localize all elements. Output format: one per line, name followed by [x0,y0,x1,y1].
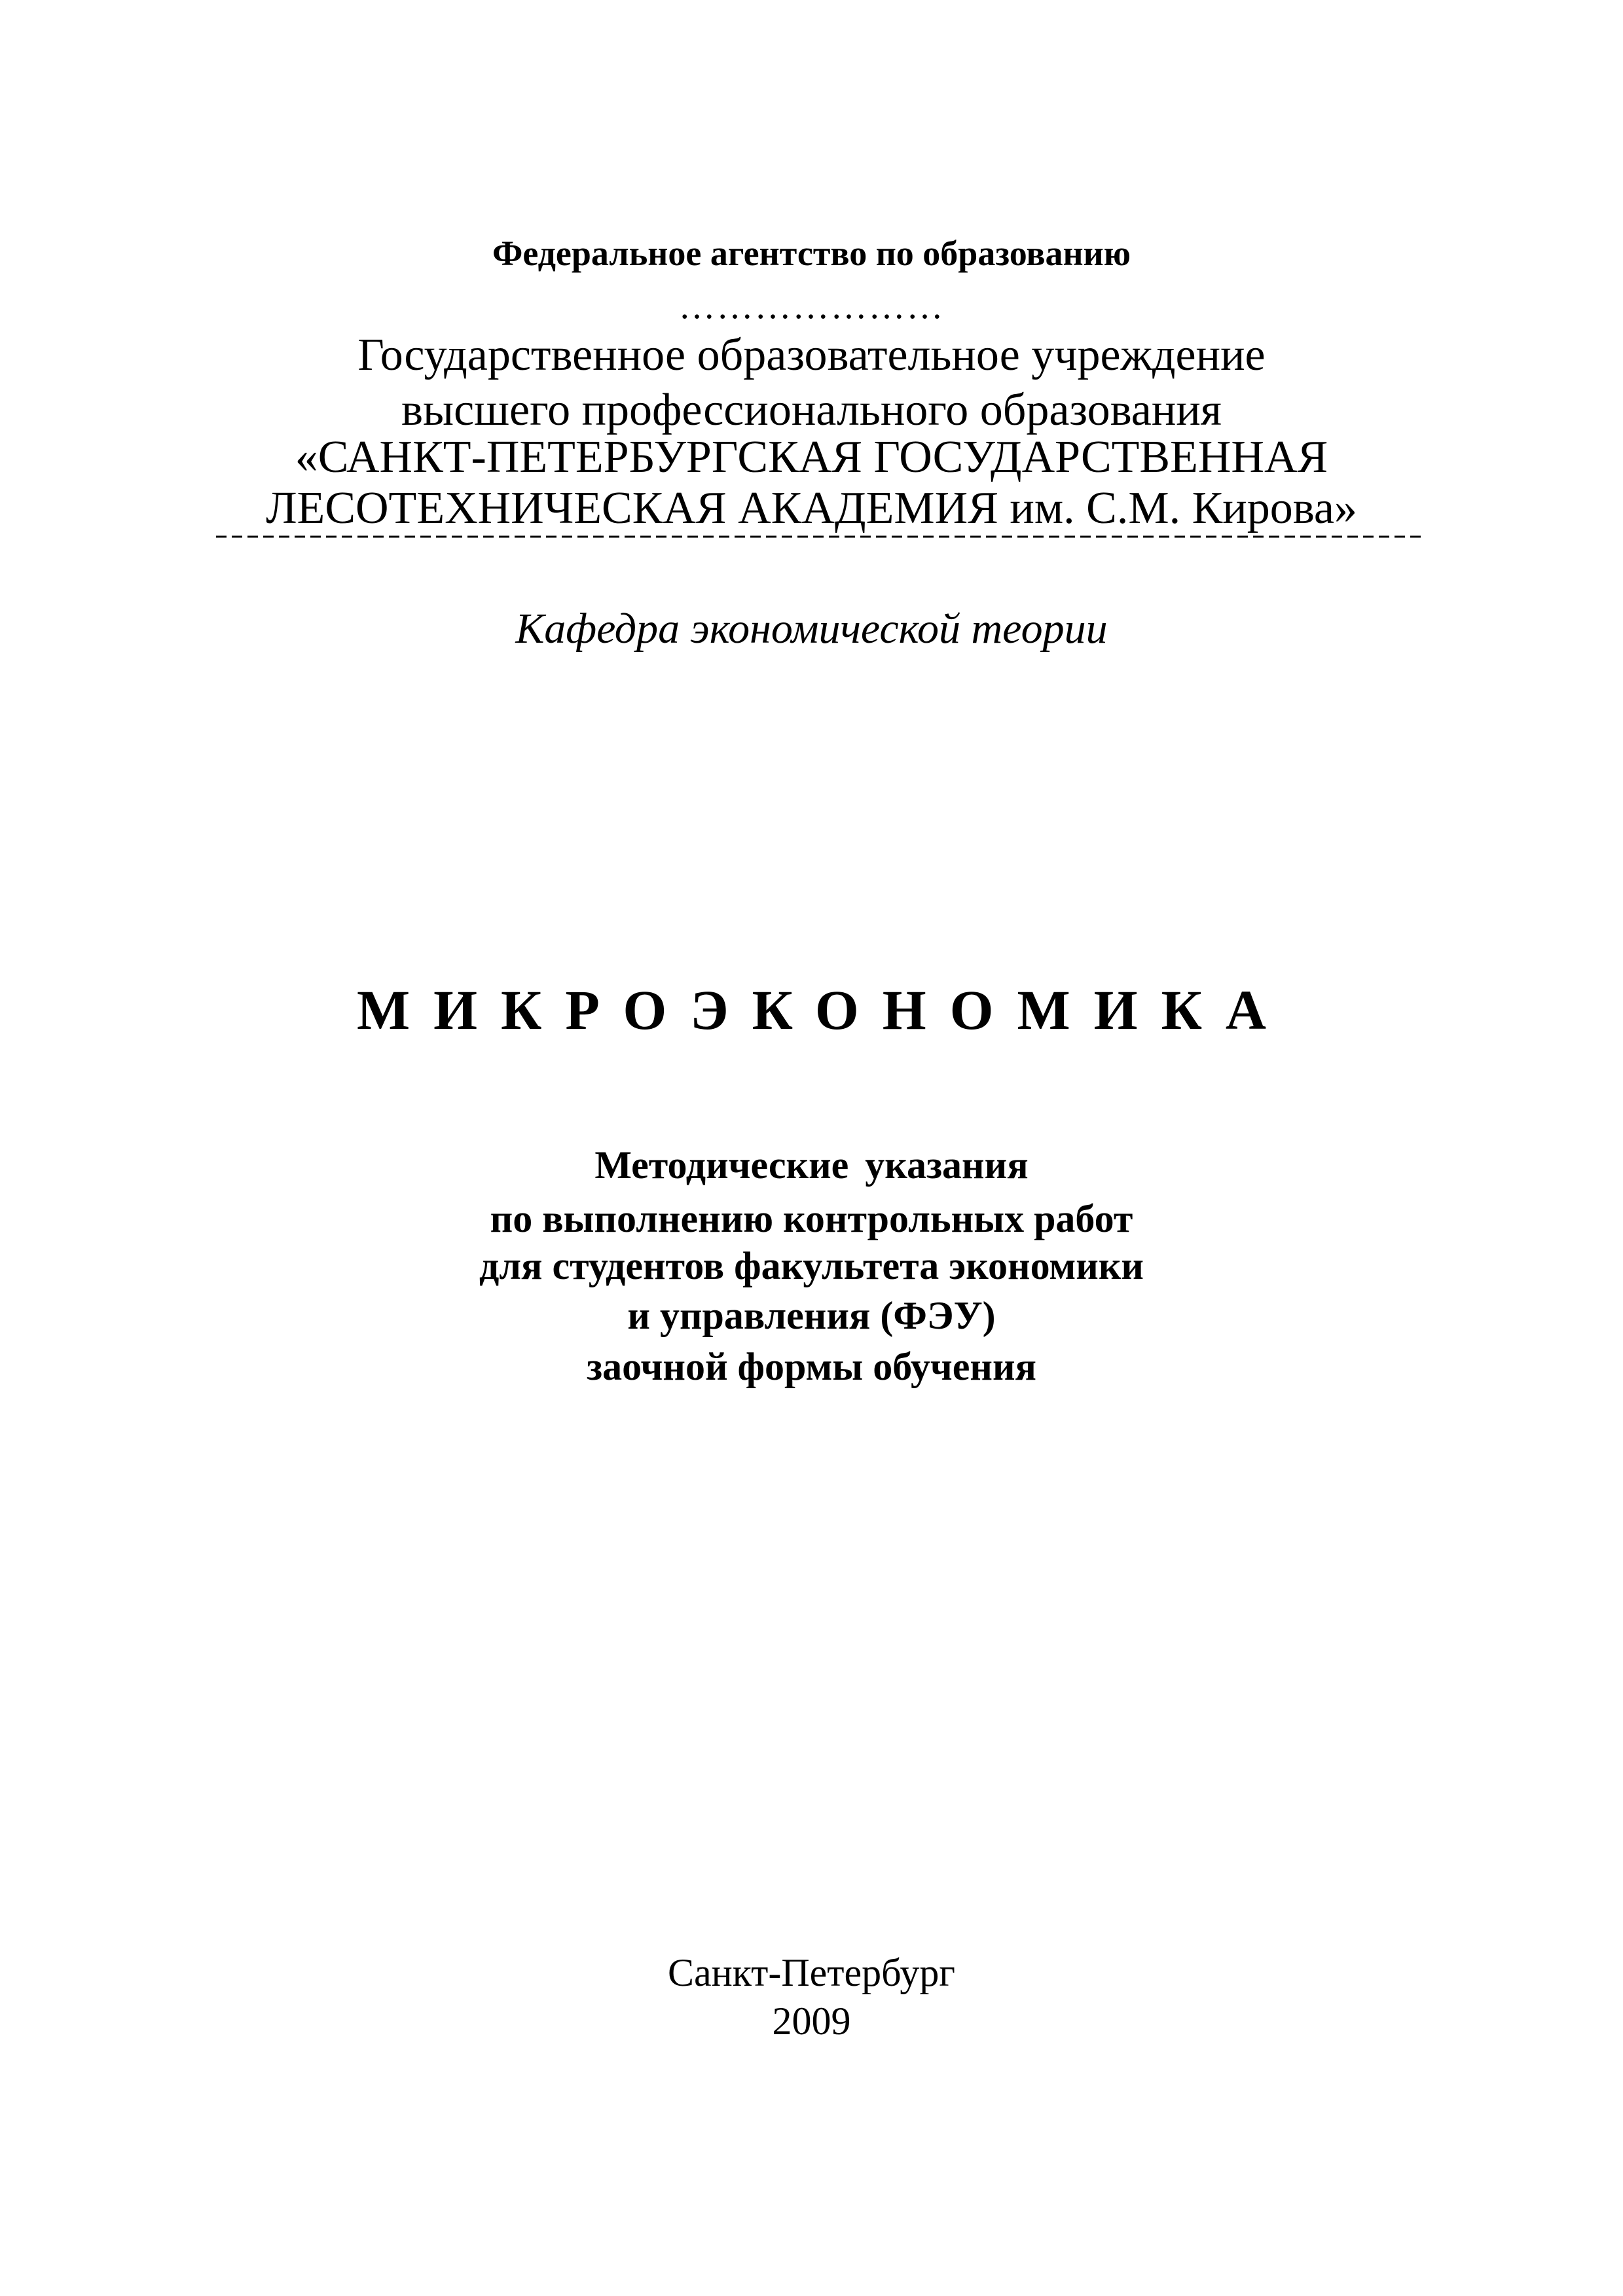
agency-name: Федеральное агентство по образованию [492,234,1131,273]
department-name: Кафедра экономической теории [515,605,1108,653]
subtitle-line-5: заочной формы обучения [586,1345,1036,1388]
dotted-separator: ………………… [678,286,945,327]
subtitle-line-2: по выполнению контрольных работ [490,1197,1133,1240]
publication-year: 2009 [772,2000,851,2043]
subtitle-line-3: для студентов факультета экономики [479,1244,1144,1287]
institution-line-3: «САНКТ-ПЕТЕРБУРГСКАЯ ГОСУДАРСТВЕННАЯ [295,432,1328,482]
subtitle-line-1: Методические указания [594,1143,1029,1187]
institution-line-4: ЛЕСОТЕХНИЧЕСКАЯ АКАДЕМИЯ им. С.М. Кирова» [266,483,1357,533]
document-title: МИКРОЭКОНОМИКА [356,978,1290,1041]
subtitle-line-4: и управления (ФЭУ) [627,1294,996,1337]
dashed-divider [216,530,1421,543]
institution-line-1: Государственное образовательное учреждение [357,330,1266,380]
institution-line-2: высшего профессионального образования [401,385,1222,435]
publication-city: Санкт-Петербург [668,1951,955,1994]
